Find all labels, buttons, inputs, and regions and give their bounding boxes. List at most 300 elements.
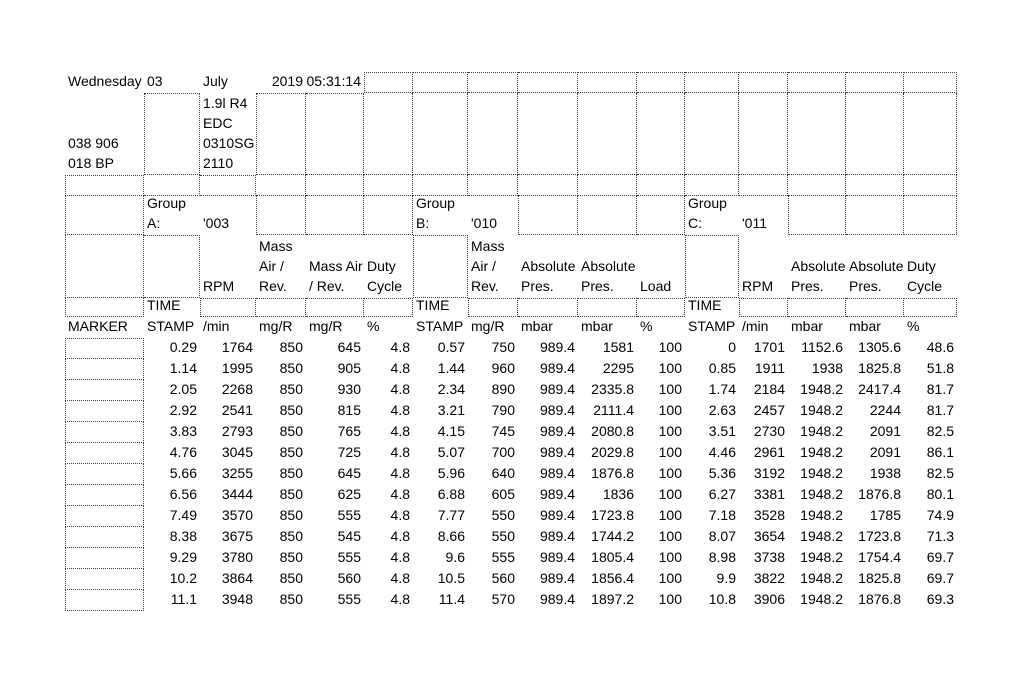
empty-cell [200,175,256,196]
empty-cell [739,175,788,196]
cell-timestamp-b: 10.5 [437,570,465,586]
cell-abs-pres1-b: 989.4 [539,444,575,460]
cell-mass-air-rev2-a: 930 [337,381,361,397]
cell-timestamp-b: 0.57 [437,339,465,355]
cell-timestamp-a: 5.66 [169,465,197,481]
cell-duty-cycle-a: 4.8 [390,528,410,544]
empty-cell [65,235,144,298]
cell-timestamp-a: 2.92 [169,402,197,418]
cell-timestamp-a: 0.29 [169,339,197,355]
cell-timestamp-a: 10.2 [169,570,197,586]
empty-cell [904,175,957,196]
header-duty-cycle-c [904,235,957,298]
group-c-code: '011 [742,215,767,231]
header-rpm-a [200,235,256,298]
cell-mass-air-rev2-a: 905 [337,360,361,376]
empty-cell [468,175,518,196]
empty-cell [788,196,846,235]
empty-cell [413,93,468,175]
unit-mass-air-b: mg/R [471,318,505,334]
log-day-number: 03 [147,73,163,89]
cell-abs-pres2-b: 1897.2 [591,591,634,607]
cell-rpm-c: 3381 [753,486,785,502]
header-line: Absolute [849,258,904,274]
header-line: Duty [907,258,936,274]
empty-cell [256,196,306,235]
empty-cell [904,93,957,175]
empty-cell [739,93,788,175]
cell-mass-air-rev2-a: 645 [337,339,361,355]
empty-cell [364,196,413,235]
cell-rpm-a: 2268 [221,381,253,397]
empty-cell [518,298,578,317]
cell-rpm-c: 2730 [753,423,785,439]
cell-abs-pres2-c: 1825.8 [858,570,901,586]
cell-abs-pres1-c: 1948.2 [800,381,843,397]
cell-abs-pres2-b: 2029.8 [591,444,634,460]
cell-duty-cycle-a: 4.8 [390,570,410,586]
cell-abs-pres1-c: 1948.2 [800,444,843,460]
cell-abs-pres2-c: 1876.8 [858,486,901,502]
cell-rpm-c: 3192 [753,465,785,481]
cell-abs-pres2-c: 2417.4 [858,381,901,397]
unit-pres1-c: mbar [791,318,823,334]
empty-cell [518,72,578,93]
cell-load-b: 100 [658,507,682,523]
stamp-label-c: STAMP [688,318,736,334]
cell-mass-air-rev-b: 550 [491,528,515,544]
empty-cell [468,72,518,93]
cell-abs-pres1-b: 989.4 [539,486,575,502]
cell-mass-air-rev2-a: 545 [337,528,361,544]
empty-cell [685,235,739,298]
empty-cell [788,93,846,175]
empty-cell [306,93,364,175]
group-label-line: B: [416,215,430,231]
cell-abs-pres2-c: 1723.8 [858,528,901,544]
cell-abs-pres1-b: 989.4 [539,507,575,523]
empty-cell [306,298,364,317]
empty-cell [739,298,788,317]
empty-cell [144,235,200,298]
cell-abs-pres1-c: 1948.2 [800,549,843,565]
header-line: Mass [259,238,293,254]
cell-duty-cycle-a: 4.8 [390,402,410,418]
cell-duty-cycle-c: 51.8 [926,360,954,376]
cell-abs-pres2-b: 1744.2 [591,528,634,544]
cell-abs-pres2-b: 1856.4 [591,570,634,586]
empty-cell [637,298,685,317]
cell-duty-cycle-c: 81.7 [926,402,954,418]
empty-cell [578,72,637,93]
cell-rpm-c: 1911 [754,360,785,376]
empty-cell [306,196,364,235]
log-day: Wednesday [68,73,142,89]
cell-timestamp-c: 0 [728,339,736,355]
cell-duty-cycle-a: 4.8 [390,423,410,439]
cell-abs-pres2-c: 2091 [869,423,901,439]
header-duty-cycle-a [364,235,413,298]
header-line: Mass Air [309,258,363,274]
cell-mass-air-rev1-a: 850 [279,360,303,376]
cell-abs-pres2-b: 1876.8 [591,465,634,481]
empty-cell [256,175,306,196]
header-line: Air / [471,258,496,274]
marker-cell [65,380,144,401]
group-b-code: '010 [471,215,498,231]
empty-cell [637,72,685,93]
cell-abs-pres2-c: 1785 [869,507,901,523]
cell-timestamp-c: 6.27 [708,486,736,502]
empty-cell [637,175,685,196]
cell-rpm-a: 1764 [221,339,253,355]
cell-mass-air-rev2-a: 555 [337,591,361,607]
cell-duty-cycle-c: 82.5 [926,465,954,481]
empty-cell [518,196,578,235]
cell-rpm-c: 3528 [753,507,785,523]
marker-cell [65,506,144,527]
empty-cell [518,93,578,175]
cell-timestamp-a: 3.83 [169,423,197,439]
cell-rpm-a: 3948 [221,591,253,607]
cell-timestamp-b: 2.34 [437,381,465,397]
cell-mass-air-rev1-a: 850 [279,465,303,481]
cell-duty-cycle-c: 69.7 [926,570,954,586]
cell-rpm-c: 3654 [753,528,785,544]
cell-mass-air-rev2-a: 765 [337,423,361,439]
header-line: Load [640,278,672,294]
cell-timestamp-b: 11.4 [438,591,465,607]
controller-part-number [65,93,144,175]
cell-rpm-a: 3444 [221,486,253,502]
time-label-b: TIME [416,297,450,313]
cell-abs-pres1-c: 1948.2 [800,486,843,502]
cell-timestamp-a: 4.76 [169,444,197,460]
empty-cell [578,298,637,317]
unit-mass-air2-a: mg/R [309,318,343,334]
group-a-code: '003 [203,215,230,231]
log-sheet [65,72,957,611]
group-c-label [685,196,739,235]
cell-duty-cycle-c: 81.7 [926,381,954,397]
log-time: 05:31:14 [306,73,361,89]
header-abs-pres2-b [578,235,637,298]
header-abs-pres1-b [518,235,578,298]
cell-abs-pres1-b: 989.4 [539,423,575,439]
header-line: Pres. [849,278,882,294]
log-month: July [203,73,228,89]
header-line: Absolute [581,258,636,274]
unit-load-b: % [640,318,653,334]
cell-duty-cycle-c: 69.7 [926,549,954,565]
empty-cell [364,175,413,196]
marker-cell [65,569,144,590]
cell-mass-air-rev2-a: 625 [337,486,361,502]
cell-duty-cycle-a: 4.8 [390,507,410,523]
cell-mass-air-rev-b: 700 [491,444,515,460]
cell-timestamp-c: 9.9 [716,570,736,586]
empty-cell [468,298,518,317]
cell-duty-cycle-c: 71.3 [926,528,954,544]
cell-load-b: 100 [658,591,682,607]
cell-mass-air-rev1-a: 850 [279,591,303,607]
empty-cell [65,196,144,235]
cell-duty-cycle-a: 4.8 [390,591,410,607]
cell-timestamp-c: 8.07 [708,528,736,544]
cell-abs-pres2-c: 1754.4 [858,549,901,565]
cell-rpm-a: 3864 [221,570,253,586]
cell-abs-pres1-b: 989.4 [539,528,575,544]
cell-abs-pres1-b: 989.4 [539,591,575,607]
cell-abs-pres1-b: 989.4 [539,549,575,565]
empty-cell [788,72,846,93]
cell-load-b: 100 [658,402,682,418]
cell-mass-air-rev1-a: 850 [279,570,303,586]
empty-cell [364,298,413,317]
cell-rpm-c: 3822 [753,570,785,586]
marker-cell [65,422,144,443]
marker-cell [65,443,144,464]
cell-mass-air-rev-b: 745 [491,423,515,439]
unit-pres2-c: mbar [849,318,881,334]
cell-timestamp-c: 10.8 [708,591,736,607]
cell-duty-cycle-c: 80.1 [926,486,954,502]
empty-cell [256,93,306,175]
cell-mass-air-rev1-a: 850 [279,507,303,523]
header-line: RPM [203,278,235,294]
unit-duty-a: % [367,318,380,334]
group-label-line: Group [416,195,455,211]
cell-abs-pres1-c: 1948.2 [800,570,843,586]
cell-abs-pres1-b: 989.4 [539,339,575,355]
empty-cell [413,175,468,196]
cell-load-b: 100 [658,549,682,565]
cell-timestamp-b: 5.96 [437,465,465,481]
header-line: Duty [367,258,396,274]
cell-mass-air-rev-b: 555 [491,549,515,565]
empty-cell [65,298,144,317]
cell-timestamp-a: 2.05 [169,381,197,397]
cell-rpm-c: 2961 [753,444,785,460]
empty-cell [846,175,904,196]
empty-cell [846,93,904,175]
cell-abs-pres2-b: 1805.4 [591,549,634,565]
cell-abs-pres1-c: 1948.2 [800,402,843,418]
empty-cell [846,72,904,93]
cell-abs-pres2-b: 1723.8 [591,507,634,523]
cell-duty-cycle-c: 48.6 [926,339,954,355]
cell-abs-pres2-b: 1581 [602,339,634,355]
cell-duty-cycle-a: 4.8 [390,486,410,502]
empty-cell [65,175,144,196]
cell-duty-cycle-c: 74.9 [926,507,954,523]
log-year: 2019 [271,73,303,89]
cell-abs-pres1-c: 1948.2 [800,528,843,544]
part-number-line: 018 BP [68,155,114,171]
cell-mass-air-rev-b: 890 [491,381,515,397]
unit-mass-air1-a: mg/R [259,318,293,334]
cell-abs-pres2-c: 2091 [869,444,901,460]
empty-cell [685,72,739,93]
cell-abs-pres2-c: 2244 [869,402,901,418]
header-abs-pres2-c [846,235,904,298]
cell-timestamp-c: 0.85 [708,360,736,376]
cell-duty-cycle-c: 69.3 [926,591,954,607]
unit-rpm-a: /min [203,318,230,334]
cell-abs-pres1-c: 1948.2 [800,423,843,439]
cell-mass-air-rev1-a: 850 [279,549,303,565]
cell-abs-pres1-b: 989.4 [539,360,575,376]
cell-rpm-a: 3255 [221,465,253,481]
header-line: Mass [471,238,505,254]
cell-abs-pres1-b: 989.4 [539,402,575,418]
cell-timestamp-b: 9.6 [445,549,465,565]
cell-mass-air-rev2-a: 645 [337,465,361,481]
cell-mass-air-rev-b: 790 [491,402,515,418]
cell-abs-pres2-c: 1305.6 [858,339,901,355]
cell-abs-pres1-c: 1948.2 [800,465,843,481]
cell-timestamp-b: 8.66 [437,528,465,544]
cell-timestamp-a: 1.14 [169,360,197,376]
header-abs-pres1-c [788,235,846,298]
controller-info-line: 0310SG [203,135,255,151]
empty-cell [904,72,957,93]
cell-mass-air-rev2-a: 560 [337,570,361,586]
cell-abs-pres2-c: 1938 [869,465,901,481]
cell-mass-air-rev1-a: 850 [279,381,303,397]
header-mass-air-rev2-a [306,235,364,298]
cell-mass-air-rev2-a: 815 [337,402,361,418]
header-line: / Rev. [309,278,345,294]
cell-abs-pres1-b: 989.4 [539,465,575,481]
header-line: Cycle [907,278,943,294]
empty-cell [413,72,468,93]
empty-cell [413,235,468,298]
cell-abs-pres2-c: 1825.8 [858,360,901,376]
marker-cell [65,548,144,569]
cell-mass-air-rev2-a: 725 [337,444,361,460]
empty-cell [904,298,957,317]
cell-mass-air-rev2-a: 555 [337,549,361,565]
cell-rpm-c: 3738 [753,549,785,565]
empty-cell [200,298,256,317]
header-mass-air-rev1-a [256,235,306,298]
cell-rpm-a: 3570 [221,507,253,523]
cell-rpm-a: 3045 [221,444,253,460]
cell-duty-cycle-a: 4.8 [390,339,410,355]
marker-label: MARKER [68,318,128,334]
cell-mass-air-rev1-a: 850 [279,339,303,355]
cell-rpm-a: 2541 [221,402,253,418]
cell-mass-air-rev2-a: 555 [337,507,361,523]
header-line: Pres. [521,278,554,294]
cell-mass-air-rev1-a: 850 [279,423,303,439]
cell-load-b: 100 [658,465,682,481]
cell-load-b: 100 [658,360,682,376]
cell-load-b: 100 [658,444,682,460]
controller-info-line: EDC [203,115,233,131]
controller-info-line: 2110 [203,155,234,171]
cell-duty-cycle-a: 4.8 [390,549,410,565]
cell-timestamp-b: 5.07 [437,444,465,460]
cell-abs-pres2-c: 1876.8 [858,591,901,607]
cell-timestamp-b: 7.77 [437,507,465,523]
cell-duty-cycle-a: 4.8 [390,465,410,481]
empty-cell [468,93,518,175]
marker-cell [65,527,144,548]
marker-cell [65,590,144,611]
marker-cell [65,464,144,485]
cell-duty-cycle-a: 4.8 [390,444,410,460]
cell-timestamp-a: 6.56 [169,486,197,502]
controller-info-line: 1.9l R4 [203,95,248,111]
controller-info [200,93,256,175]
cell-abs-pres1-c: 1938 [811,360,843,376]
empty-cell [685,175,739,196]
cell-timestamp-c: 5.36 [708,465,736,481]
cell-load-b: 100 [658,339,682,355]
group-b-label [413,196,468,235]
cell-timestamp-a: 11.1 [170,591,197,607]
empty-cell [788,175,846,196]
cell-abs-pres2-b: 2111.4 [593,402,634,418]
group-label-line: C: [688,215,702,231]
empty-cell [518,175,578,196]
cell-mass-air-rev1-a: 850 [279,486,303,502]
cell-timestamp-c: 2.63 [708,402,736,418]
marker-cell [65,401,144,422]
cell-mass-air-rev1-a: 850 [279,528,303,544]
marker-cell [65,359,144,380]
cell-mass-air-rev-b: 605 [491,486,515,502]
header-line: Absolute [791,258,846,274]
cell-timestamp-b: 6.88 [437,486,465,502]
empty-cell [578,93,637,175]
header-line: Absolute [521,258,576,274]
group-a-label [144,196,200,235]
cell-duty-cycle-a: 4.8 [390,360,410,376]
cell-timestamp-c: 1.74 [708,381,736,397]
header-line: RPM [742,278,774,294]
cell-rpm-a: 3675 [221,528,253,544]
marker-cell [65,485,144,506]
group-label-line: Group [147,195,186,211]
header-line: Rev. [259,278,287,294]
empty-cell [144,175,200,196]
cell-rpm-c: 1701 [753,339,785,355]
header-load-b [637,235,685,298]
cell-timestamp-b: 3.21 [437,402,465,418]
empty-cell [306,175,364,196]
empty-cell [364,93,413,175]
cell-duty-cycle-a: 4.8 [390,381,410,397]
empty-cell [364,72,413,93]
cell-abs-pres1-b: 989.4 [539,570,575,586]
empty-cell [637,93,685,175]
cell-load-b: 100 [658,423,682,439]
unit-pres1-b: mbar [521,318,553,334]
cell-mass-air-rev-b: 640 [491,465,515,481]
cell-abs-pres2-b: 2080.8 [591,423,634,439]
header-line: Pres. [791,278,824,294]
empty-cell [904,196,957,235]
empty-cell [578,175,637,196]
cell-mass-air-rev-b: 560 [491,570,515,586]
cell-rpm-c: 2184 [753,381,785,397]
cell-duty-cycle-c: 86.1 [926,444,954,460]
cell-timestamp-c: 3.51 [708,423,736,439]
cell-timestamp-c: 7.18 [708,507,736,523]
